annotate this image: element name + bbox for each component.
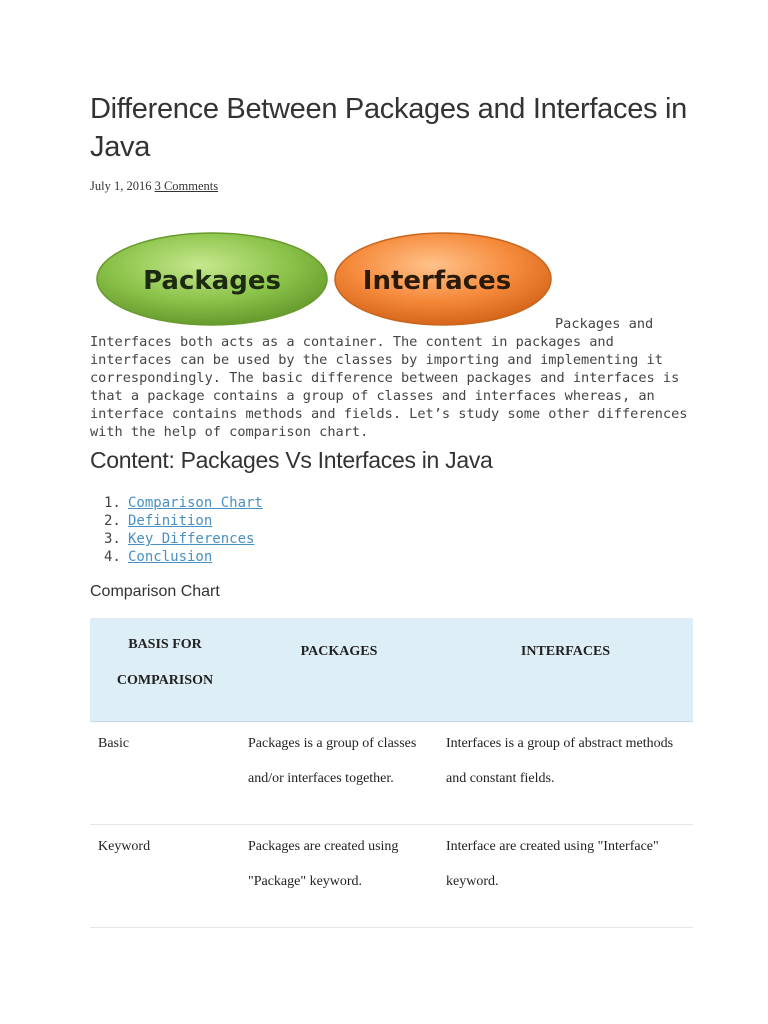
cell-packages: Packages are created using "Package" keyword. (240, 824, 438, 927)
toc-link-key-differences[interactable]: Key Differences (128, 531, 255, 547)
toc-item: 1. Comparison Chart (104, 495, 263, 511)
table-row (90, 824, 693, 927)
toc-item: 2. Definition (104, 513, 213, 529)
cell-interfaces: Interface are created using "Interface" keyword. (438, 824, 693, 927)
table-header-row (90, 618, 693, 721)
intro-paragraph: Packages and Interfaces both acts as a container. The content in packages and interfaces can be used by the classes by importing and implementing it correspondingly. The basic difference between packages and interfaces is that a package contains a group of classes and interfaces whereas, an interface contains methods and fields. Let’s study some other differences with the help of comparison chart. (90, 316, 688, 440)
article-meta (90, 179, 218, 194)
packages-label: Packages (143, 266, 281, 296)
article-title: Difference Between Packages and Interfaces in Java (90, 93, 687, 163)
toc-item: 4. Conclusion (104, 549, 213, 565)
toc-link-comparison-chart[interactable]: Comparison Chart (128, 495, 263, 511)
toc-link-definition[interactable]: Definition (128, 513, 213, 529)
post-date: July 1, 2016 (90, 179, 152, 193)
cell-interfaces: Interfaces is a group of abstract methods and constant fields. (438, 721, 693, 824)
header-interfaces: INTERFACES (438, 618, 693, 721)
comparison-chart-heading: Comparison Chart (90, 583, 220, 600)
cell-packages: Packages is a group of classes and/or interfaces together. (240, 721, 438, 824)
comments-link[interactable]: 3 Comments (154, 179, 219, 193)
cell-basis: Basic (90, 721, 240, 824)
comparison-table (90, 618, 693, 928)
cell-basis: Keyword (90, 824, 240, 927)
toc-item: 3. Key Differences (104, 531, 255, 547)
header-basis: BASIS FOR COMPARISON (90, 618, 240, 721)
table-of-contents (104, 494, 263, 566)
content-heading: Content: Packages Vs Interfaces in Java (90, 447, 493, 473)
interfaces-label: Interfaces (362, 266, 512, 296)
table-row (90, 721, 693, 824)
toc-link-conclusion[interactable]: Conclusion (128, 549, 213, 565)
header-packages: PACKAGES (240, 618, 438, 721)
